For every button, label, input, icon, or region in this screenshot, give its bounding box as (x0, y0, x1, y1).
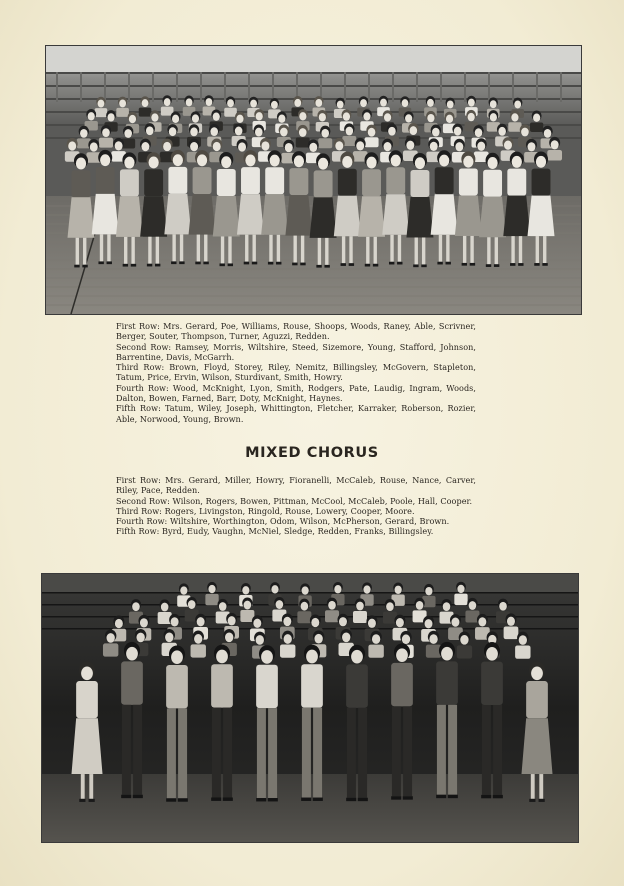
caption-row-first: First Row: Mrs. Gerard, Poe, Williams, Rouse, Shoops, Woods, Raney, Able, Scrivner, Berger, Souter, Thompson, Turner, Aguzzi, Redden. (116, 321, 476, 342)
caption-row-fourth: Fourth Row: Wiltshire, Worthington, Odom, Wilson, McPherson, Gerard, Brown. (116, 516, 450, 527)
caption-row-fifth: Fifth Row: Byrd, Eudy, Vaughn, McNiel, Sledge, Redden, Franks, Billingsley. (116, 526, 434, 537)
caption-row-second: Second Row: Ramsey, Morris, Wiltshire, Steed, Sizemore, Young, Stafford, Johnson, Barrentine, Davis, McGarrh. (116, 341, 476, 362)
section-title: MIXED CHORUS (245, 445, 379, 461)
girls-chorus-photo (46, 46, 581, 314)
caption-row-fifth: Fifth Row: Tatum, Wiley, Joseph, Whittington, Fletcher, Karraker, Roberson, Rozier, Able, Norwood, Young, Brown. (116, 403, 476, 424)
mixed-chorus-photo-image (42, 574, 578, 842)
mixed-chorus-photo (42, 574, 578, 842)
girls-chorus-caption (116, 321, 476, 424)
caption-row-third: Third Row: Brown, Floyd, Storey, Riley, Nemitz, Billingsley, McGovern, Stapleton, Tatum, Price, Ervin, Wilson, Sturdivant, Smith, Howry. (116, 362, 476, 383)
caption-row-second: Second Row: Wilson, Rogers, Bowen, Pittman, McCool, McCaleb, Poole, Hall, Cooper. (116, 495, 473, 506)
girls-chorus-photo-image (46, 46, 581, 314)
caption-row-third: Third Row: Rogers, Livingston, Ringold, Rouse, Lowery, Cooper, Moore. (116, 505, 415, 516)
caption-row-fourth: Fourth Row: Wood, McKnight, Lyon, Smith, Rodgers, Pate, Laudig, Ingram, Woods, Dalton, Bowen, Farned, Barr, Doty, McKnight, Haynes. (116, 382, 476, 404)
caption-row-first: First Row: Mrs. Gerard, Miller, Howry, Fioranelli, McCaleb, Rouse, Nance, Carver, Riley, Pace, Redden. (116, 475, 476, 496)
mixed-chorus-caption (116, 475, 476, 537)
